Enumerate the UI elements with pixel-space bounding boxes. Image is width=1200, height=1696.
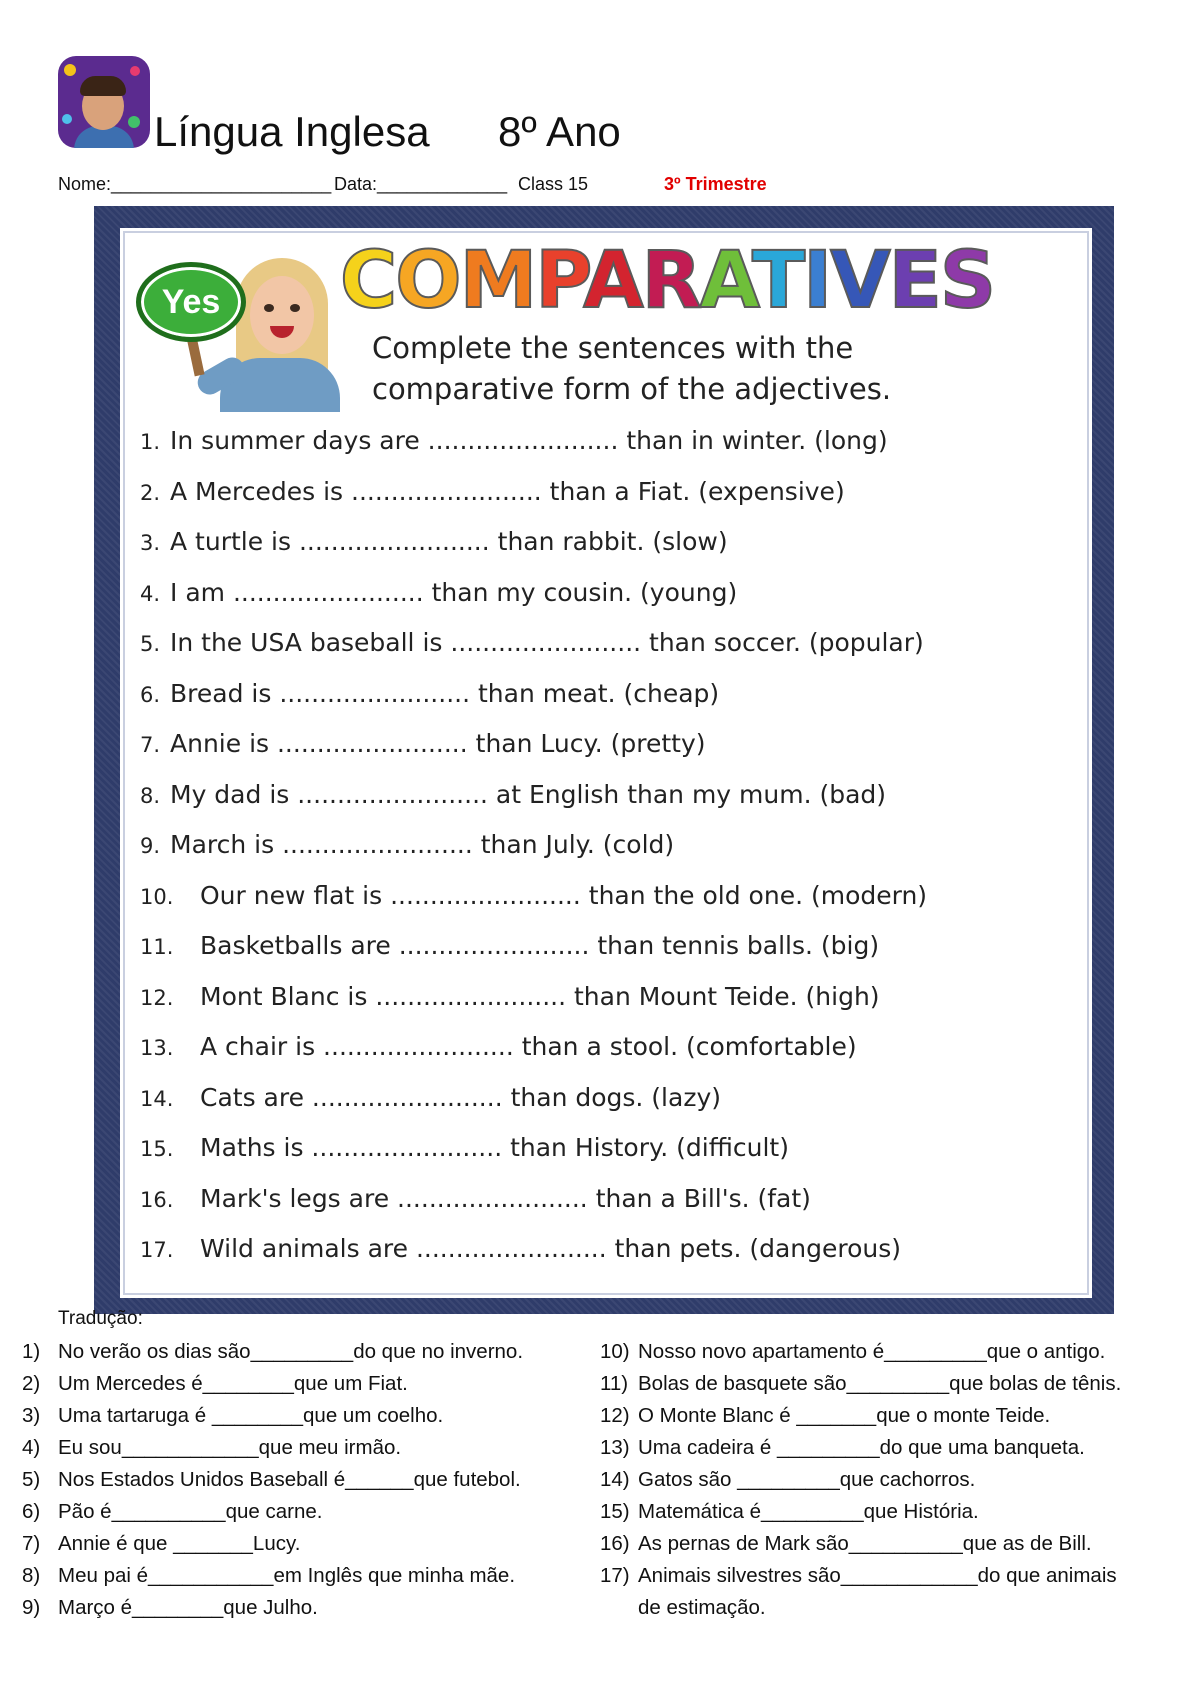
banner-letter: C <box>340 236 396 326</box>
translation-text[interactable]: Gatos são _________que cachorros. <box>638 1468 976 1491</box>
banner-letter: M <box>459 236 536 326</box>
translation-number: 6) <box>22 1500 41 1523</box>
trimester-label: 3º Trimestre <box>664 174 767 194</box>
translation-number: 8) <box>22 1564 41 1587</box>
exercise-list <box>140 416 1070 1275</box>
translation-item <box>600 1560 1121 1592</box>
exercise-text[interactable]: Wild animals are ........................ than pets. (dangerous) <box>200 1234 902 1263</box>
translation-item <box>600 1400 1121 1432</box>
translation-text[interactable]: Uma cadeira é _________do que uma banqueta. <box>638 1436 1085 1459</box>
exercise-number: 12. <box>140 985 174 1010</box>
exercise-text[interactable]: March is ........................ than July. (cold) <box>170 830 675 859</box>
translation-list-right <box>600 1336 1121 1624</box>
translation-number: 9) <box>22 1596 41 1619</box>
bitmoji-avatar-icon <box>58 56 150 148</box>
exercise-item <box>140 1224 1070 1275</box>
translation-item <box>22 1560 523 1592</box>
exercise-number: 2. <box>140 480 161 505</box>
page-header <box>58 56 1158 206</box>
banner-letter: R <box>641 236 700 326</box>
exercise-number: 10. <box>140 884 174 909</box>
translation-number: 17) <box>600 1564 630 1587</box>
translation-item <box>22 1496 523 1528</box>
exercise-item <box>140 820 1070 871</box>
exercise-text[interactable]: Cats are ........................ than dogs. (lazy) <box>200 1082 721 1112</box>
exercise-text[interactable]: Annie is ........................ than Lucy. (pretty) <box>170 729 706 758</box>
exercise-item <box>140 1022 1070 1073</box>
translation-number: 5) <box>22 1468 41 1491</box>
exercise-item <box>140 719 1070 770</box>
exercise-item <box>140 467 1070 518</box>
translation-number: 3) <box>22 1404 41 1427</box>
comparatives-banner <box>340 236 994 326</box>
exercise-number: 6. <box>140 682 161 707</box>
translation-number: 10) <box>600 1340 630 1363</box>
exercise-item <box>140 1073 1070 1124</box>
translation-item <box>600 1528 1121 1560</box>
exercise-item <box>140 416 1070 467</box>
date-field[interactable]: Data:_____________ <box>334 174 508 194</box>
translation-number: 12) <box>600 1404 630 1427</box>
exercise-item <box>140 1123 1070 1174</box>
translation-text[interactable]: No verão os dias são_________do que no inverno. <box>58 1340 524 1363</box>
translation-number: 14) <box>600 1468 630 1491</box>
exercise-number: 13. <box>140 1036 174 1060</box>
translation-text[interactable]: Nosso novo apartamento é_________que o antigo. <box>638 1340 1106 1363</box>
translation-heading: Tradução: <box>58 1308 143 1329</box>
exercise-number: 3. <box>140 531 161 555</box>
translation-text[interactable]: Eu sou____________que meu irmão. <box>58 1436 402 1459</box>
exercise-item <box>140 921 1070 972</box>
translation-continuation: de estimação. <box>638 1596 766 1619</box>
exercise-number: 1. <box>140 430 161 454</box>
translation-text[interactable]: Uma tartaruga é ________que um coelho. <box>58 1404 444 1427</box>
translation-item <box>22 1592 523 1624</box>
translation-item <box>22 1432 523 1464</box>
translation-text[interactable]: Meu pai é___________em Inglês que minha mãe. <box>58 1564 516 1587</box>
grade-label: 8º Ano <box>498 108 621 155</box>
exercise-item <box>140 1174 1070 1225</box>
translation-item <box>600 1464 1121 1496</box>
banner-letter: O <box>395 236 460 326</box>
banner-letter: P <box>535 236 584 326</box>
class-label: Class 15 <box>518 174 589 194</box>
translation-item <box>22 1464 523 1496</box>
instructions <box>372 328 1052 410</box>
translation-item <box>22 1400 523 1432</box>
exercise-text[interactable]: Basketballs are ........................ than tennis balls. (big) <box>200 931 880 960</box>
exercise-number: 17. <box>140 1238 174 1262</box>
translation-item <box>22 1368 523 1400</box>
exercise-number: 15. <box>140 1137 174 1161</box>
exercise-text[interactable]: Mont Blanc is ........................ than Mount Teide. (high) <box>200 981 880 1011</box>
exercise-number: 4. <box>140 581 161 606</box>
translation-text[interactable]: Annie é que _______Lucy. <box>58 1532 301 1555</box>
exercise-item <box>140 770 1070 821</box>
exercise-text[interactable]: My dad is ........................ at English than my mum. (bad) <box>170 779 887 809</box>
translation-item <box>600 1368 1121 1400</box>
translation-item <box>22 1528 523 1560</box>
translation-text[interactable]: Animais silvestres são____________do que animais <box>638 1564 1117 1587</box>
exercise-item <box>140 517 1070 568</box>
translation-text[interactable]: Pão é__________que carne. <box>58 1500 323 1523</box>
name-field[interactable]: Nome:______________________ <box>58 174 332 194</box>
exercise-text[interactable]: Mark's legs are ........................ than a Bill's. (fat) <box>200 1183 811 1213</box>
exercise-number: 7. <box>140 733 161 757</box>
banner-letter: I <box>803 236 831 326</box>
translation-text[interactable]: Bolas de basquete são_________que bolas de tênis. <box>638 1372 1122 1395</box>
translation-number: 13) <box>600 1436 630 1459</box>
translation-text[interactable]: As pernas de Mark são__________que as de Bill. <box>638 1532 1092 1555</box>
subject-title: Língua Inglesa <box>154 108 430 155</box>
exercise-item <box>140 669 1070 720</box>
banner-letter: A <box>699 236 752 326</box>
exercise-text[interactable]: A turtle is ........................ than rabbit. (slow) <box>170 527 728 556</box>
exercise-number: 16. <box>140 1187 174 1212</box>
exercise-text[interactable]: A Mercedes is ........................ than a Fiat. (expensive) <box>170 476 845 506</box>
exercise-text[interactable]: Our new flat is ........................ than the old one. (modern) <box>200 880 928 910</box>
banner-letter: T <box>751 236 804 326</box>
banner-letter: S <box>939 236 995 326</box>
translation-number: 7) <box>22 1532 41 1555</box>
banner-letter: E <box>888 236 940 326</box>
exercise-text[interactable]: In the USA baseball is ........................ than soccer. (popular) <box>170 628 924 657</box>
translation-item <box>22 1336 523 1368</box>
instruction-line: comparative form of the adjectives. <box>372 372 892 406</box>
exercise-number: 8. <box>140 783 161 808</box>
translation-number: 1) <box>22 1340 41 1363</box>
exercise-item <box>140 618 1070 669</box>
translation-number: 15) <box>600 1500 630 1523</box>
translation-list-left <box>22 1336 523 1624</box>
translation-number: 4) <box>22 1436 41 1459</box>
translation-item <box>600 1336 1121 1368</box>
exercise-text[interactable]: I am ........................ than my cousin. (young) <box>170 577 738 607</box>
banner-letter: A <box>583 236 642 326</box>
exercise-number: 9. <box>140 834 161 858</box>
exercise-text[interactable]: In summer days are ........................ than in winter. (long) <box>170 426 888 455</box>
translation-item <box>600 1496 1121 1528</box>
exercise-number: 5. <box>140 632 161 656</box>
exercise-number: 11. <box>140 935 174 959</box>
banner-letter: V <box>830 236 889 326</box>
exercise-item <box>140 972 1070 1023</box>
exercise-number: 14. <box>140 1086 174 1111</box>
exercise-item <box>140 871 1070 922</box>
exercise-text[interactable]: Maths is ........................ than History. (difficult) <box>200 1133 789 1162</box>
translation-number: 16) <box>600 1532 630 1555</box>
translation-number: 2) <box>22 1372 41 1395</box>
translation-text[interactable]: Matemática é_________que História. <box>638 1500 979 1523</box>
translation-text[interactable]: O Monte Blanc é _______que o monte Teide. <box>638 1404 1051 1427</box>
exercise-text[interactable]: Bread is ........................ than meat. (cheap) <box>170 678 720 708</box>
yes-sign-icon: Yes <box>136 262 246 342</box>
translation-text[interactable]: Nos Estados Unidos Baseball é______que futebol. <box>58 1468 521 1491</box>
instruction-line: Complete the sentences with the <box>372 331 854 365</box>
translation-text[interactable]: Março é________que Julho. <box>58 1596 318 1619</box>
translation-item <box>600 1432 1121 1464</box>
translation-text[interactable]: Um Mercedes é________que um Fiat. <box>58 1372 408 1395</box>
exercise-text[interactable]: A chair is ........................ than a stool. (comfortable) <box>200 1032 857 1061</box>
exercise-item <box>140 568 1070 619</box>
translation-number: 11) <box>600 1372 629 1395</box>
